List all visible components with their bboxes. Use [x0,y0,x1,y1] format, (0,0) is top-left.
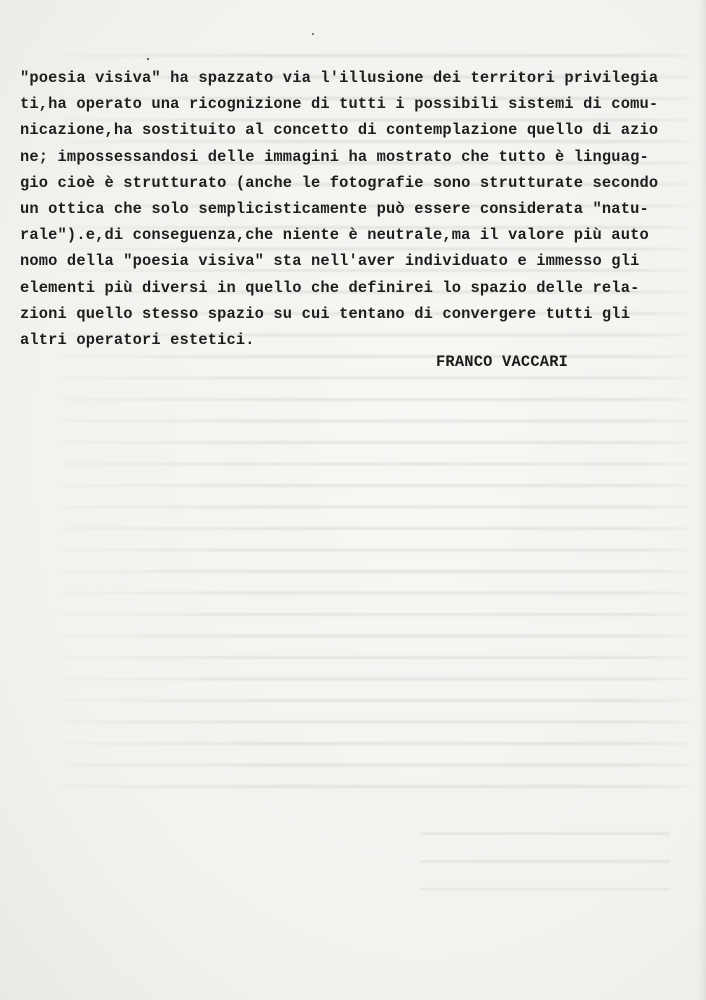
ink-speck [312,33,314,35]
ink-speck [147,58,149,60]
page-edge-shadow [698,0,706,1000]
text-line: "poesia visiva" ha spazzato via l'illusione dei territori privilegia [20,69,659,87]
text-line: ne; impossessandosi delle immagini ha mostrato che tutto è linguag- [20,147,649,166]
text-line: altri operatori estetici. [20,330,255,349]
text-line: ti,ha operato una ricognizione di tutti i possibili sistemi di comu- [20,95,659,114]
text-line: nicazione,ha sostituito al concetto di contemplazione quello di azio [20,121,659,140]
text-line: nomo della "poesia visiva" sta nell'aver individuato e immesso gli [20,252,640,271]
text-line: gio cioè è strutturato (anche le fotografie sono strutturate secondo [20,173,659,192]
text-line: un ottica che solo semplicisticamente può essere considerata "natu- [20,199,649,218]
body-text [20,65,680,353]
reverse-side-show-through-signature [420,820,670,890]
author-signature: FRANCO VACCARI [436,353,569,371]
text-line: zioni quello stesso spazio su cui tentano di convergere tutti gli [20,304,631,323]
text-line: rale").e,di conseguenza,che niente è neutrale,ma il valore più auto [20,226,649,245]
text-line: elementi più diversi in quello che definirei lo spazio delle rela- [20,278,640,297]
